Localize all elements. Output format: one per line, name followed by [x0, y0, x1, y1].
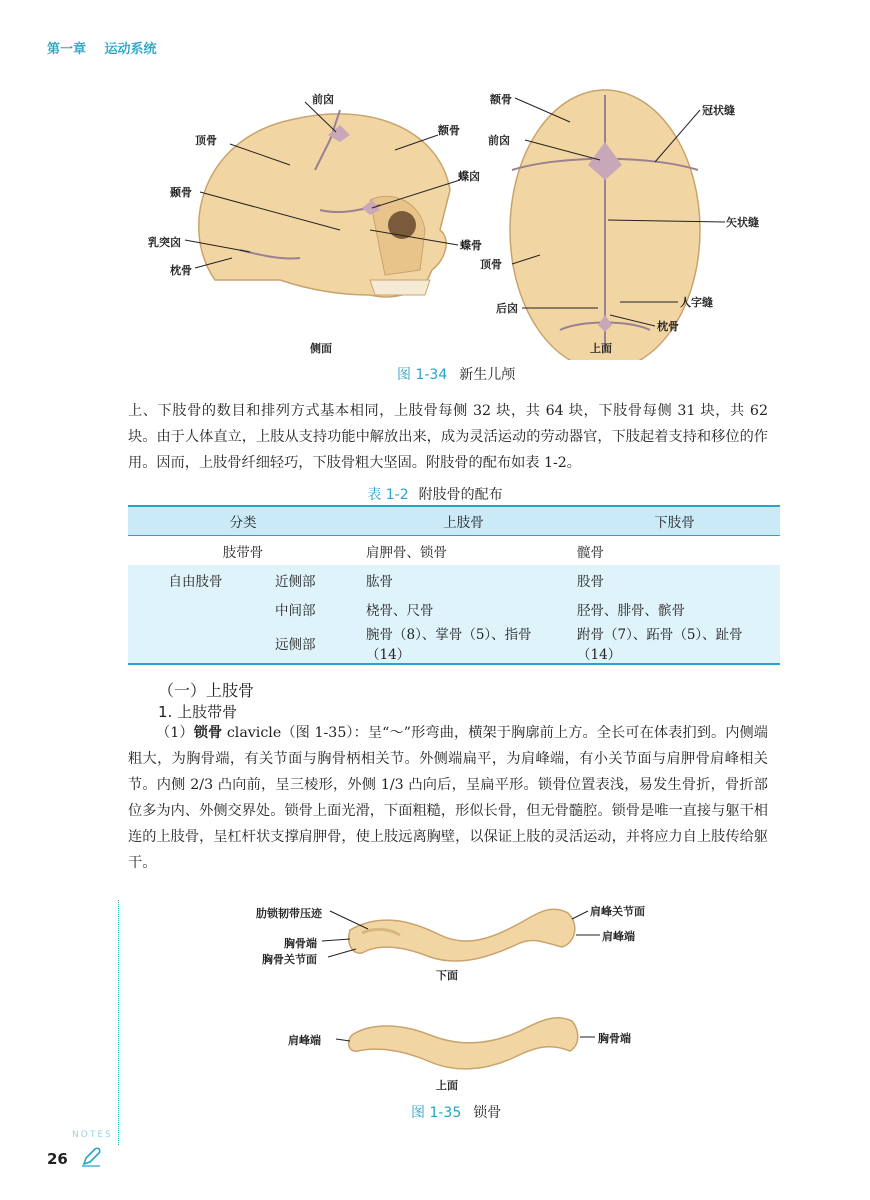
figure-clavicle: [250, 895, 670, 1095]
cell-upper: 肩胛骨、锁骨: [366, 544, 447, 561]
table-header-row: [128, 506, 780, 536]
label-top-view: 上面: [590, 342, 612, 355]
label-parietal-bone: 顶骨: [195, 134, 217, 147]
clavicle-inferior-view: [322, 909, 600, 961]
label-posterior-fontanelle: 后囟: [496, 302, 518, 315]
header-category: 分类: [229, 515, 257, 531]
header-upper-limb: 上肢骨: [443, 515, 484, 531]
section-heading: （一）上肢骨: [158, 681, 255, 700]
page-number: 26: [47, 1150, 68, 1168]
label-mastoid-fontanelle: 乳突囟: [148, 236, 181, 249]
caption-text: 锁骨: [473, 1105, 502, 1121]
clavicle-illustration: [250, 895, 670, 1095]
body-paragraph-1: 上、下肢骨的数目和排列方式基本相同，上肢骨每侧 32 块，共 64 块，下肢骨每侧 31 块，共 62 块。由于人体直立，上肢从支持功能中解放出来，成为灵活运动的劳动器官，下肢起着支持和移位的作用。因而，上肢骨纤细轻巧，下肢骨粗大坚固。附肢骨的配布如表 1-2。: [128, 403, 768, 471]
pencil-icon: [80, 1146, 102, 1172]
para2-lead: （1）: [156, 725, 194, 741]
label-frontal-bone: 额骨: [438, 124, 460, 137]
cell-lower: 跗骨（7）、跖骨（5）、趾骨（14）: [577, 627, 743, 663]
cell-subcategory: 远侧部: [275, 637, 316, 653]
cell-lower: 髋骨: [577, 544, 604, 561]
figure-newborn-skull: [140, 80, 760, 360]
label-costoclavicular-impression: 肋锁韧带压迹: [256, 907, 322, 920]
table-title: [0, 484, 870, 504]
label-sternal-articular-surface: 胸骨关节面: [262, 953, 317, 966]
label-occipital-bone: 枕骨: [170, 264, 192, 277]
cell-upper: 肱骨: [366, 573, 393, 590]
notes-label: NOTES: [72, 1130, 113, 1140]
label-sagittal-suture: 矢状缝: [726, 216, 759, 229]
running-header: [47, 38, 171, 57]
table-title-text: 附肢骨的配布: [418, 487, 503, 503]
label-sternal-end-top: 胸骨端: [598, 1032, 631, 1045]
label-side-view: 侧面: [310, 342, 332, 355]
cell-upper: 腕骨（8）、掌骨（5）、指骨（14）: [366, 627, 532, 663]
table-row: [128, 565, 780, 594]
label-parietal-bone-top: 顶骨: [480, 258, 502, 271]
term-clavicle: 锁骨: [193, 725, 223, 741]
figure-caption-1-34: [397, 364, 515, 384]
notes-margin-line: [118, 900, 119, 1145]
appendicular-skeleton-table: [128, 505, 780, 665]
label-coronal-suture: 冠状缝: [702, 104, 735, 117]
cell-category: [128, 623, 263, 664]
table-row: [128, 623, 780, 664]
table-row: [128, 536, 780, 566]
cell-upper: 桡骨、尺骨: [366, 602, 434, 619]
cell-category: 肢带骨: [222, 544, 264, 561]
clavicle-superior-view: [336, 1018, 595, 1069]
skull-top-view: [510, 90, 725, 360]
cell-subcategory: 中间部: [275, 602, 316, 619]
label-anterior-fontanelle: 前囟: [312, 93, 334, 106]
table-row: [128, 594, 780, 623]
table-number: 表 1-2: [367, 487, 409, 503]
label-superior-view: 上面: [436, 1079, 458, 1092]
cell-subcategory: 近侧部: [275, 573, 316, 590]
cell-category: [128, 594, 263, 623]
label-acromial-articular-surface: 肩峰关节面: [590, 905, 645, 918]
label-occipital-bone-top: 枕骨: [657, 320, 679, 333]
label-acromial-end-top: 肩峰端: [288, 1034, 321, 1047]
cell-lower: 胫骨、腓骨、髌骨: [577, 602, 685, 619]
label-sternal-end: 胸骨端: [284, 937, 317, 950]
cell-lower: 股骨: [577, 573, 604, 590]
body-paragraph-2: [128, 720, 768, 876]
skull-side-view: [185, 102, 460, 297]
caption-number: 图 1-34: [397, 367, 448, 383]
cell-category: 自由肢骨: [168, 573, 223, 590]
section-label: 运动系统: [104, 42, 157, 57]
subsection-heading: 1. 上肢带骨: [158, 703, 238, 721]
label-sphenoid-fontanelle: 蝶囟: [458, 170, 480, 183]
caption-number: 图 1-35: [411, 1105, 462, 1121]
label-acromial-end: 肩峰端: [602, 930, 635, 943]
label-temporal-bone: 颞骨: [170, 186, 192, 199]
label-inferior-view: 下面: [436, 969, 458, 982]
chapter-label: 第一章: [47, 42, 87, 57]
label-lambdoid-suture: 人字缝: [680, 296, 713, 309]
caption-text: 新生儿颅: [459, 367, 516, 383]
para2-body: clavicle（图 1-35）：呈“～”形弯曲，横架于胸廓前上方。全长可在体表扪到。内侧端粗大，为胸骨端，有关节面与胸骨柄相关节。外侧端扁平，为肩峰端，有小关节面与肩胛骨肩峰相关节。内侧 2/3 凸向前，呈三棱形，外侧 1/3 凸向后，呈扁平形。锁骨位置表浅，易发生骨折，骨折部位多为内、外侧交界处。锁骨上面光滑，下面粗糙，形似长骨，但无骨髓腔。锁骨是唯一直接与躯干相连的上肢骨，呈杠杆状支撑肩胛骨，使上肢远离胸壁，以保证上肢的灵活运动，并将应力自上肢传给躯干。: [128, 725, 768, 871]
label-anterior-fontanelle-top: 前囟: [488, 134, 510, 147]
label-sphenoid-bone: 蝶骨: [460, 239, 482, 252]
figure-caption-1-35: [411, 1102, 501, 1122]
label-frontal-bone-top: 额骨: [490, 93, 512, 106]
header-lower-limb: 下肢骨: [654, 515, 695, 531]
